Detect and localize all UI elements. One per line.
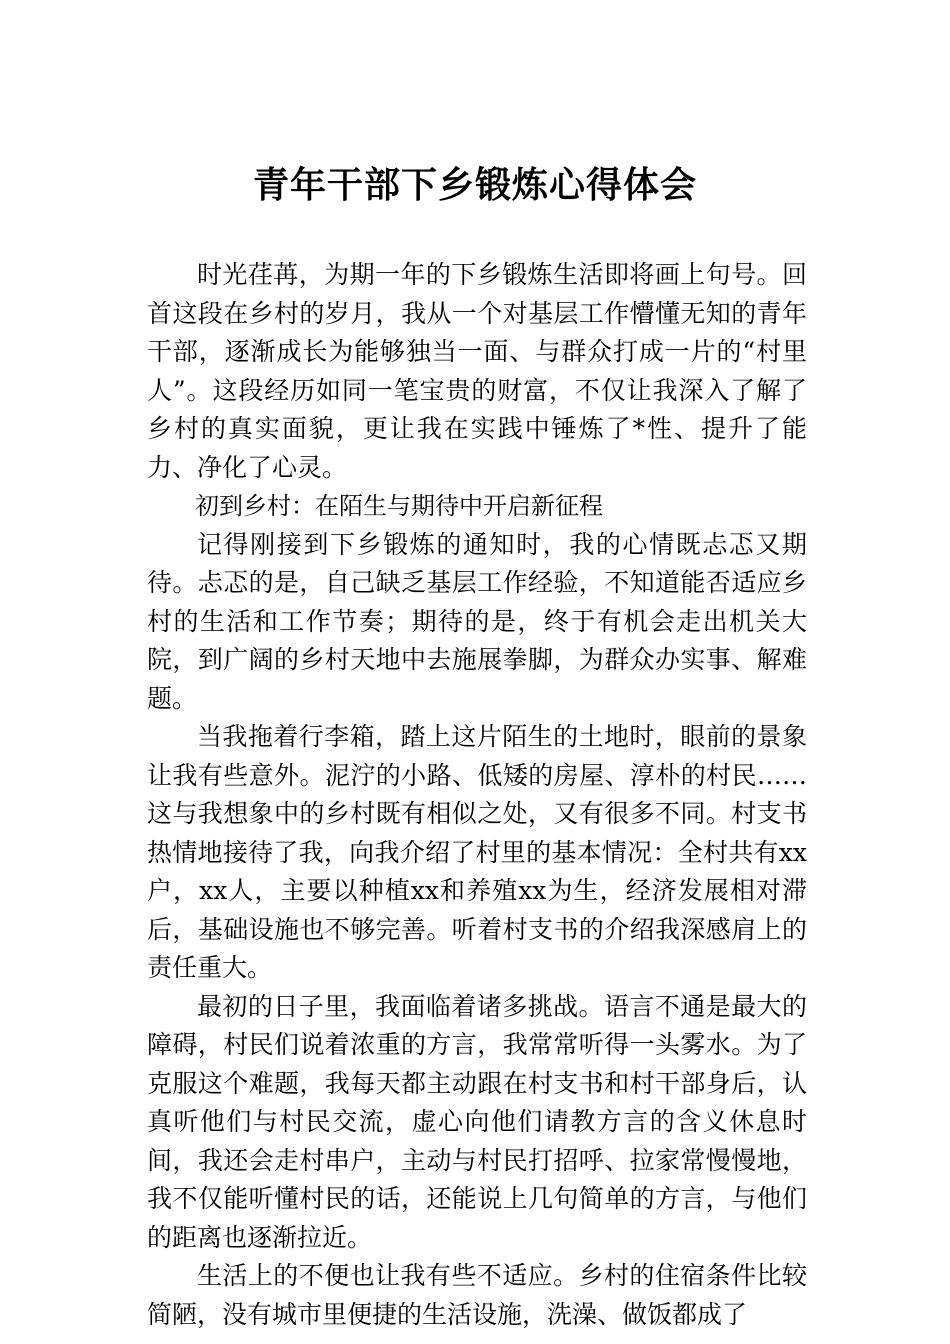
document-body (147, 256, 807, 1334)
section-heading: 初到乡村：在陌生与期待中开启新征程 (195, 492, 603, 520)
body-paragraph: 记得刚接到下乡锻炼的通知时，我的心情既忐忑又期待。忐忑的是，自己缺乏基层工作经验，不知道能否适应乡村的生活和工作节奏；期待的是，终于有机会走出机关大院，到广阔的乡村天地中去施展拳脚，为群众办实事、解难题。 (147, 529, 807, 713)
document-title: 青年干部下乡锻炼心得体会 (252, 164, 697, 206)
body-paragraph: 最初的日子里，我面临着诸多挑战。语言不通是最大的障碍，村民们说着浓重的方言，我常常听得一头雾水。为了克服这个难题，我每天都主动跟在村支书和村干部身后，认真听他们与村民交流，虚心向他们请教方言的含义休息时间，我还会走村串户，主动与村民打招呼、拉家常慢慢地，我不仅能听懂村民的话，还能说上几句简单的方言，与他们的距离也逐渐拉近。 (147, 991, 807, 1252)
body-paragraph: 生活上的不便也让我有些不适应。乡村的住宿条件比较简陋，没有城市里便捷的生活设施，洗澡、做饭都成了 (147, 1261, 807, 1329)
intro-paragraph: 时光荏苒，为期一年的下乡锻炼生活即将画上句号。回首这段在乡村的岁月，我从一个对基层工作懵懂无知的青年干部，逐渐成长为能够独当一面、与群众打成一片的“村里人”。这段经历如同一笔宝贵的财富，不仅让我深入了解了乡村的真实面貌，更让我在实践中锤炼了*性、提升了能力、净化了心灵。 (147, 260, 807, 482)
body-paragraph: 当我拖着行李箱，踏上这片陌生的土地时，眼前的景象让我有些意外。泥泞的小路、低矮的房屋、淳朴的村民……这与我想象中的乡村既有相似之处，又有很多不同。村支书热情地接待了我，向我介绍了村里的基本情况：全村共有xx户，xx人，主要以种植xx和养殖xx为生，经济发展相对滞后，基础设施也不够完善。听着村支书的介绍我深感肩上的责任重大。 (147, 722, 807, 982)
